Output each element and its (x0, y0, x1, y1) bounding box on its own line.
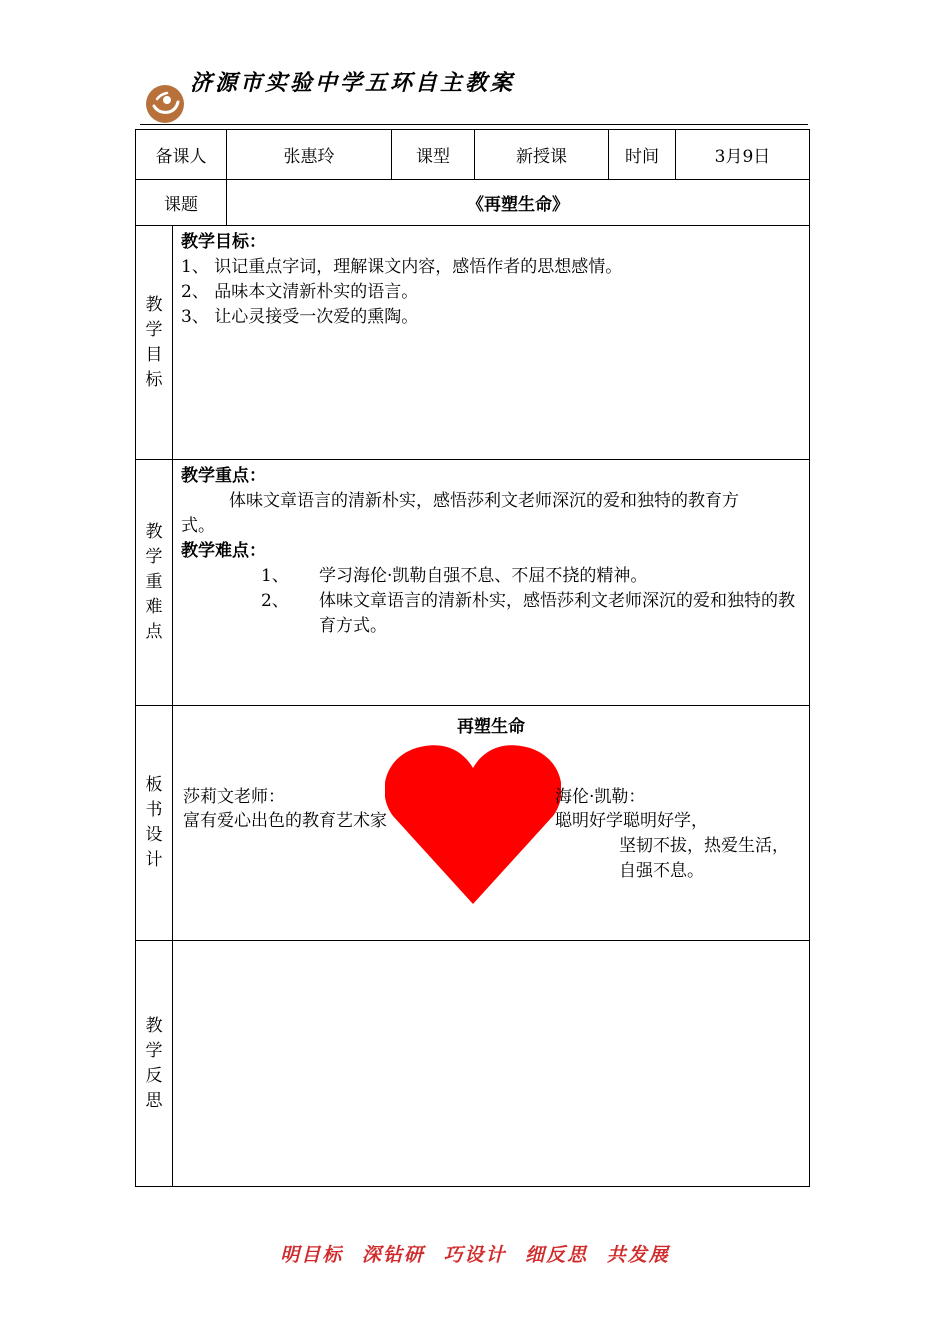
reflection-side-label (136, 941, 173, 1187)
side-char: 设 (145, 825, 163, 845)
objective-item: 3、 让心灵接受一次爱的熏陶。 (181, 307, 419, 327)
lesson-type-label: 课型 (392, 130, 475, 180)
difficulty-text: 学习海伦·凯勒自强不息、不屈不挠的精神。 (319, 566, 648, 586)
board-title: 再塑生命 (457, 717, 525, 737)
side-char: 重 (145, 572, 163, 592)
objective-item: 1、 识记重点字词，理解课文内容，感悟作者的思想感情。 (181, 257, 623, 277)
difficulty-number: 2、 (261, 591, 289, 611)
lesson-plan-table (135, 129, 810, 1187)
board-side-label (136, 706, 173, 941)
difficulty-item (181, 564, 801, 589)
side-char: 目 (145, 344, 163, 365)
side-char: 学 (145, 1040, 163, 1061)
focus-text-continued: 式。 (181, 516, 215, 536)
preparer-value: 张惠玲 (227, 130, 392, 180)
difficulty-heading: 教学难点： (181, 541, 266, 561)
objectives-content (173, 226, 810, 460)
student-description-2: 坚韧不拔，热爱生活， (619, 836, 789, 856)
side-char: 教 (145, 294, 163, 315)
side-char: 书 (145, 800, 163, 820)
side-char: 学 (145, 547, 163, 567)
student-description-1: 聪明好学聪明好学， (555, 811, 708, 831)
side-char: 思 (145, 1090, 163, 1111)
heart-shape (385, 744, 561, 904)
student-description-3: 自强不息。 (619, 861, 704, 881)
objectives-heading: 教学目标： (181, 232, 266, 252)
objective-item: 2、 品味本文清新朴实的语言。 (181, 282, 419, 302)
lesson-type-value: 新授课 (475, 130, 609, 180)
teacher-name: 莎莉文老师： (183, 787, 285, 807)
reflection-content (173, 941, 810, 1187)
heart-path (385, 745, 561, 904)
objectives-side-label (136, 226, 173, 460)
time-label: 时间 (609, 130, 676, 180)
school-logo (145, 84, 185, 124)
board-design-row (136, 706, 810, 941)
difficulty-text: 体味文章语言的清新朴实，感悟莎利文老师深沉的爱和独特的教育方式。 (319, 591, 795, 636)
key-points-row (136, 460, 810, 706)
side-char: 学 (145, 319, 163, 340)
side-char: 标 (145, 369, 163, 390)
side-char: 教 (145, 522, 163, 542)
topic-row (136, 180, 810, 226)
side-char: 反 (145, 1065, 163, 1086)
time-value: 3月9日 (676, 130, 810, 180)
board-design-content (173, 706, 810, 941)
teacher-description: 富有爱心出色的教育艺术家 (183, 811, 387, 831)
focus-heading: 教学重点： (181, 466, 266, 486)
side-char: 板 (145, 775, 163, 795)
objectives-row (136, 226, 810, 460)
topic-value: 《再塑生命》 (227, 180, 810, 226)
key-points-side-label (136, 460, 173, 706)
side-char: 难 (145, 597, 163, 617)
student-name: 海伦·凯勒： (555, 787, 646, 807)
reflection-row (136, 941, 810, 1187)
difficulty-item (181, 589, 801, 639)
key-points-content (173, 460, 810, 706)
header-divider (140, 124, 808, 125)
difficulty-number: 1、 (261, 566, 289, 586)
focus-text: 体味文章语言的清新朴实，感悟莎利文老师深沉的爱和独特的教育方 (229, 491, 739, 511)
side-char: 计 (145, 850, 163, 870)
school-title: 济源市实验中学五环自主教案 (190, 70, 516, 96)
info-row (136, 130, 810, 180)
topic-label: 课题 (136, 180, 227, 226)
side-char: 教 (145, 1015, 163, 1036)
preparer-label: 备课人 (136, 130, 227, 180)
side-char: 点 (145, 622, 163, 642)
footer-motto: 明目标 深钻研 巧设计 细反思 共发展 (280, 1244, 670, 1266)
